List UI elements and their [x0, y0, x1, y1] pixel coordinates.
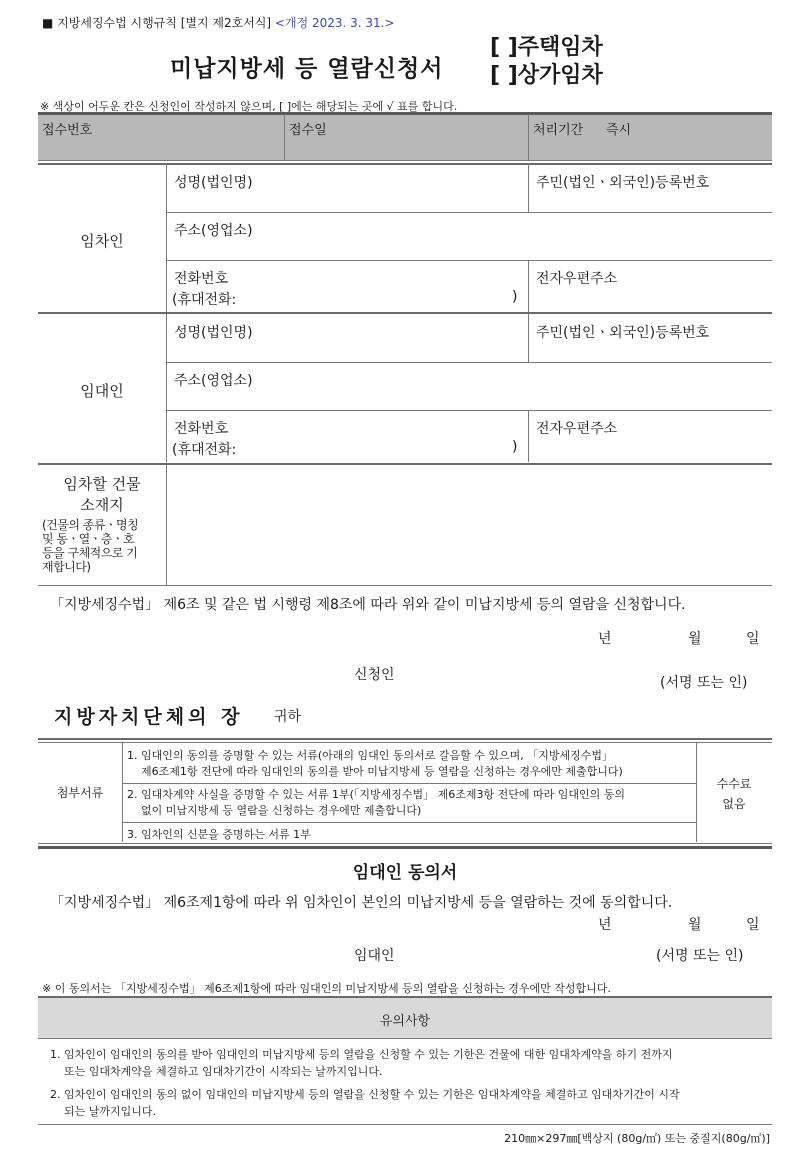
landlord-mobile-label: (휴대전화: — [172, 442, 237, 458]
landlord-address-label: 주소(영업소) — [174, 373, 253, 389]
paper-spec: 210㎜×297㎜[백상지 (80g/㎡) 또는 중질지(80g/㎡)] — [504, 1132, 770, 1145]
regulation-ref: 지방세징수법 시행규칙 [별지 제2호서식] — [57, 16, 272, 30]
fee-label: 수수료 — [716, 777, 752, 791]
cautions-title: 유의사항 — [379, 1014, 431, 1029]
caution-item-1: 1. 임차인이 임대인의 동의를 받아 임대인의 미납지방세 등의 열람을 신청할 수 있는 기한은 건물에 대한 임대차계약을 하기 전까지 또는 임대차계약을 체결하고 임대차기간이 시작되는 날까지입니다. — [50, 1048, 673, 1078]
consent-month-label: 월 — [688, 917, 702, 933]
consent-day-label: 일 — [746, 917, 760, 933]
consent-year-label: 년 — [598, 917, 612, 933]
attachments-list: 1. 임대인의 동의를 증명할 수 있는 서류(아래의 임대인 동의서로 갈음할 수 있으며, 「지방세징수법」 제6조제1항 전단에 따라 임대인의 동의를 받아 미납지방세 등 열람을 신청하는 경우에만 제출합니다) — [127, 749, 623, 778]
processing-period-value: 즉시 — [606, 123, 632, 138]
landlord-regno-label: 주민(법인ㆍ외국인)등록번호 — [536, 325, 710, 341]
revision-date: <개정 2023. 3. 31.> — [274, 16, 395, 30]
apply-year-label: 년 — [598, 631, 612, 647]
checkbox-residential[interactable]: [ ]주택임차 — [490, 35, 603, 60]
consent-statement: 「지방세징수법」 제6조제1항에 따라 위 임차인이 본인의 미납지방세 등을 열람하는 것에 동의합니다. — [50, 895, 673, 911]
tenant-regno-label: 주민(법인ㆍ외국인)등록번호 — [536, 175, 710, 191]
option-commercial: 상가임차 — [517, 63, 603, 88]
square-bullet: ■ — [42, 16, 54, 30]
consent-signature[interactable]: (서명 또는 인) — [656, 948, 744, 964]
attachment-item-3: 3. 임차인의 신분을 증명하는 서류 1부 — [127, 828, 311, 841]
landlord-section-label: 임대인 — [80, 382, 124, 400]
receipt-number-label: 접수번호 — [42, 123, 93, 138]
applicant-label: 신청인 — [354, 667, 395, 683]
landlord-email-label: 전자우편주소 — [536, 421, 618, 437]
receipt-row — [38, 114, 772, 160]
fee-value: 없음 — [722, 797, 746, 811]
tenant-section-label: 임차인 — [80, 232, 124, 250]
consent-landlord-label: 임대인 — [354, 948, 395, 964]
tenant-phone-label: 전화번호 — [174, 271, 229, 287]
fee-box — [696, 774, 772, 814]
building-location-label: 임차할 건물 소재지 — [63, 475, 141, 514]
attachments-label: 첨부서류 — [56, 786, 104, 800]
building-instruction: (건물의 종류ㆍ명칭 및 동ㆍ열ㆍ층ㆍ호 등을 구체적으로 기 재합니다) — [42, 518, 139, 574]
consent-title: 임대인 동의서 — [352, 863, 458, 883]
tenant-email-label: 전자우편주소 — [536, 271, 618, 287]
recipient-suffix: 귀하 — [274, 709, 302, 725]
receipt-date-label: 접수일 — [289, 123, 327, 138]
tenant-address-label: 주소(영업소) — [174, 223, 253, 239]
application-statement: 「지방세징수법」 제6조 및 같은 법 시행령 제8조에 따라 위와 같이 미납지방세 등의 열람을 신청합니다. — [50, 597, 686, 613]
tenant-mobile-label: (휴대전화: — [172, 292, 237, 308]
attachment-item-2: 2. 임대차계약 사실을 증명할 수 있는 서류 1부(「지방세징수법」 제6조제3항 전단에 따라 임대인의 동의 — [127, 788, 626, 801]
processing-period-label: 처리기간 — [533, 123, 584, 138]
form-note: ※ 색상이 어두운 칸은 신청인이 작성하지 않으며, [ ]에는 해당되는 곳에 √ 표를 합니다. — [40, 100, 458, 113]
landlord-phone-label: 전화번호 — [174, 421, 229, 437]
checkbox-commercial[interactable]: [ ]상가임차 — [490, 63, 603, 88]
apply-day-label: 일 — [746, 631, 760, 647]
apply-month-label: 월 — [688, 631, 702, 647]
option-residential: 주택임차 — [517, 35, 603, 60]
tenant-name-label: 성명(법인명) — [174, 175, 253, 191]
caution-item-2: 2. 임차인이 임대인의 동의 없이 임대인의 미납지방세 등의 열람을 신청할 수 있는 기한은 임대차계약을 체결하고 임대차기간이 시작 되는 날까지입니다. — [50, 1088, 680, 1118]
landlord-name-label: 성명(법인명) — [174, 325, 253, 341]
consent-note: ※ 이 동의서는 「지방세징수법」 제6조제1항에 따라 임대인의 미납지방세 등의 열람을 신청하는 경우에만 작성합니다. — [42, 982, 611, 995]
form-header — [42, 14, 395, 31]
form-title: 미납지방세 등 열람신청서 — [170, 56, 444, 82]
recipient-title: 지방자치단체의 장 — [54, 706, 244, 728]
applicant-signature[interactable]: (서명 또는 인) — [660, 675, 748, 691]
attachment-item-1: 1. 임대인의 동의를 증명할 수 있는 서류(아래의 임대인 동의서로 갈음할 수 있으며, 「지방세징수법」 — [127, 749, 614, 762]
